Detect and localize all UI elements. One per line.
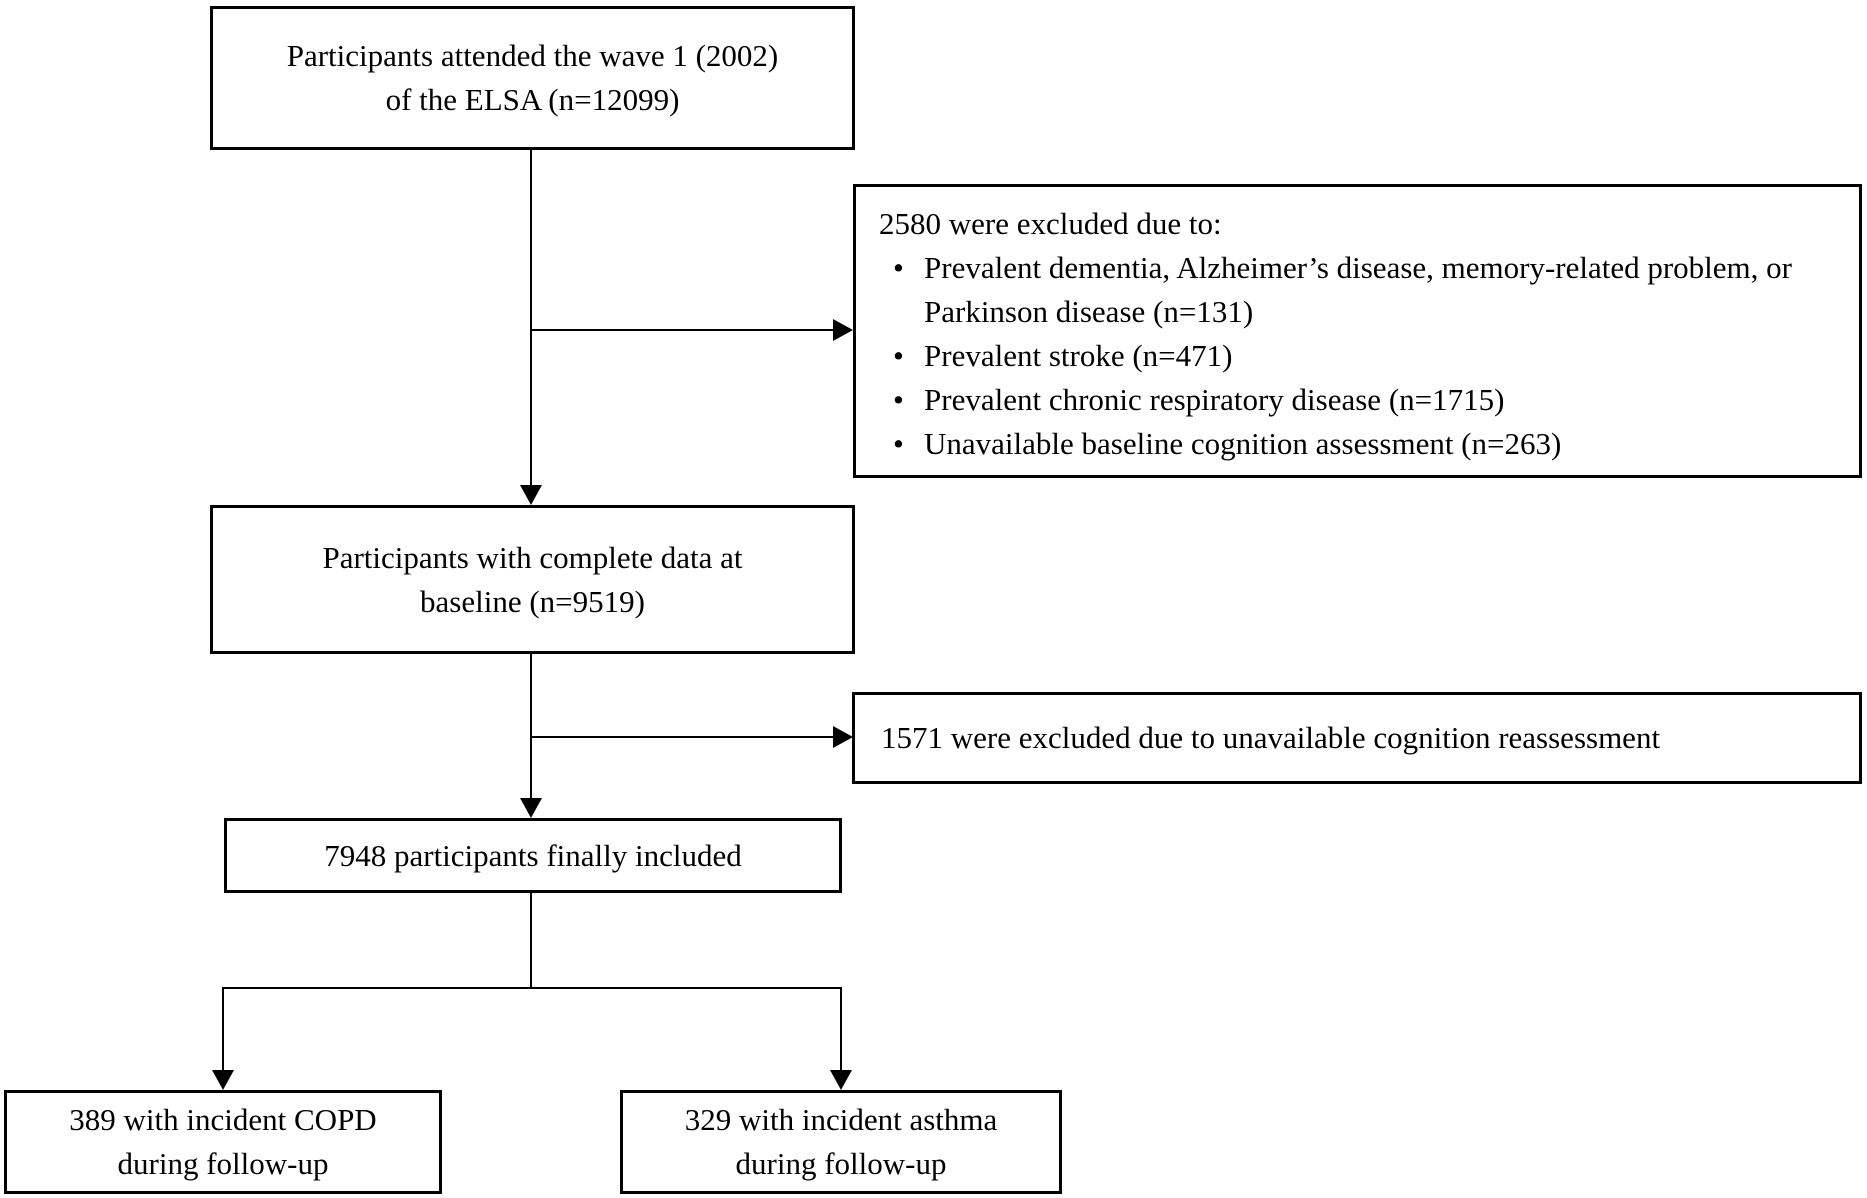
exclusion1-header: 2580 were excluded due to:	[879, 206, 1222, 241]
connector-baseline-to-final-line	[530, 654, 532, 800]
box-finally-included	[224, 818, 842, 893]
exclusion1-bullet-respiratory: • Prevalent chronic respiratory disease (n=1715)	[879, 378, 1824, 422]
box-baseline-line-2: baseline (n=9519)	[420, 583, 645, 619]
arrowhead-into-copd	[212, 1070, 234, 1090]
box-incident-copd	[4, 1090, 442, 1194]
exclusion1-bullet-list	[879, 246, 1839, 466]
arrowhead-into-exclusion2	[833, 726, 853, 748]
arrowhead-into-exclusion1	[833, 319, 853, 341]
connector-to-asthma-line	[840, 987, 842, 1072]
box-exclusion1	[853, 184, 1862, 478]
connector-wave1-to-baseline-line	[530, 150, 532, 487]
connector-to-exclusion2-line	[531, 736, 834, 738]
connector-to-exclusion1-line	[531, 329, 834, 331]
connector-branch-horizontal-line	[222, 987, 842, 989]
exclusion2-text: 1571 were excluded due to unavailable cognition reassessment	[881, 720, 1661, 755]
box-wave1-cohort	[210, 6, 855, 150]
exclusion1-bullet-stroke: • Prevalent stroke (n=471)	[879, 334, 1824, 378]
arrowhead-into-baseline	[520, 485, 542, 505]
exclusion1-bullet-dementia: • Prevalent dementia, Alzheimer’s disease, memory-related problem, or Parkinson disease (n=131)	[879, 246, 1824, 334]
box-copd-line-1: 389 with incident COPD	[69, 1102, 377, 1137]
arrowhead-into-asthma	[830, 1070, 852, 1090]
box-copd-line-2: during follow-up	[117, 1146, 329, 1181]
box-asthma-line-1: 329 with incident asthma	[684, 1102, 998, 1137]
box-wave1-line-2: of the ELSA (n=12099)	[385, 82, 680, 117]
box-baseline-line-1: Participants with complete data at	[322, 539, 743, 575]
connector-final-stem-line	[530, 893, 532, 989]
box-asthma-line-2: during follow-up	[735, 1146, 947, 1181]
box-final-text: 7948 participants finally included	[324, 837, 742, 873]
connector-to-copd-line	[222, 987, 224, 1072]
box-incident-asthma	[620, 1090, 1062, 1194]
box-baseline-complete-data	[210, 505, 855, 654]
box-exclusion2	[852, 692, 1862, 784]
box-wave1-line-1: Participants attended the wave 1 (2002)	[286, 38, 779, 73]
exclusion1-bullet-cognition: • Unavailable baseline cognition assessment (n=263)	[879, 422, 1824, 466]
arrowhead-into-final	[520, 798, 542, 818]
